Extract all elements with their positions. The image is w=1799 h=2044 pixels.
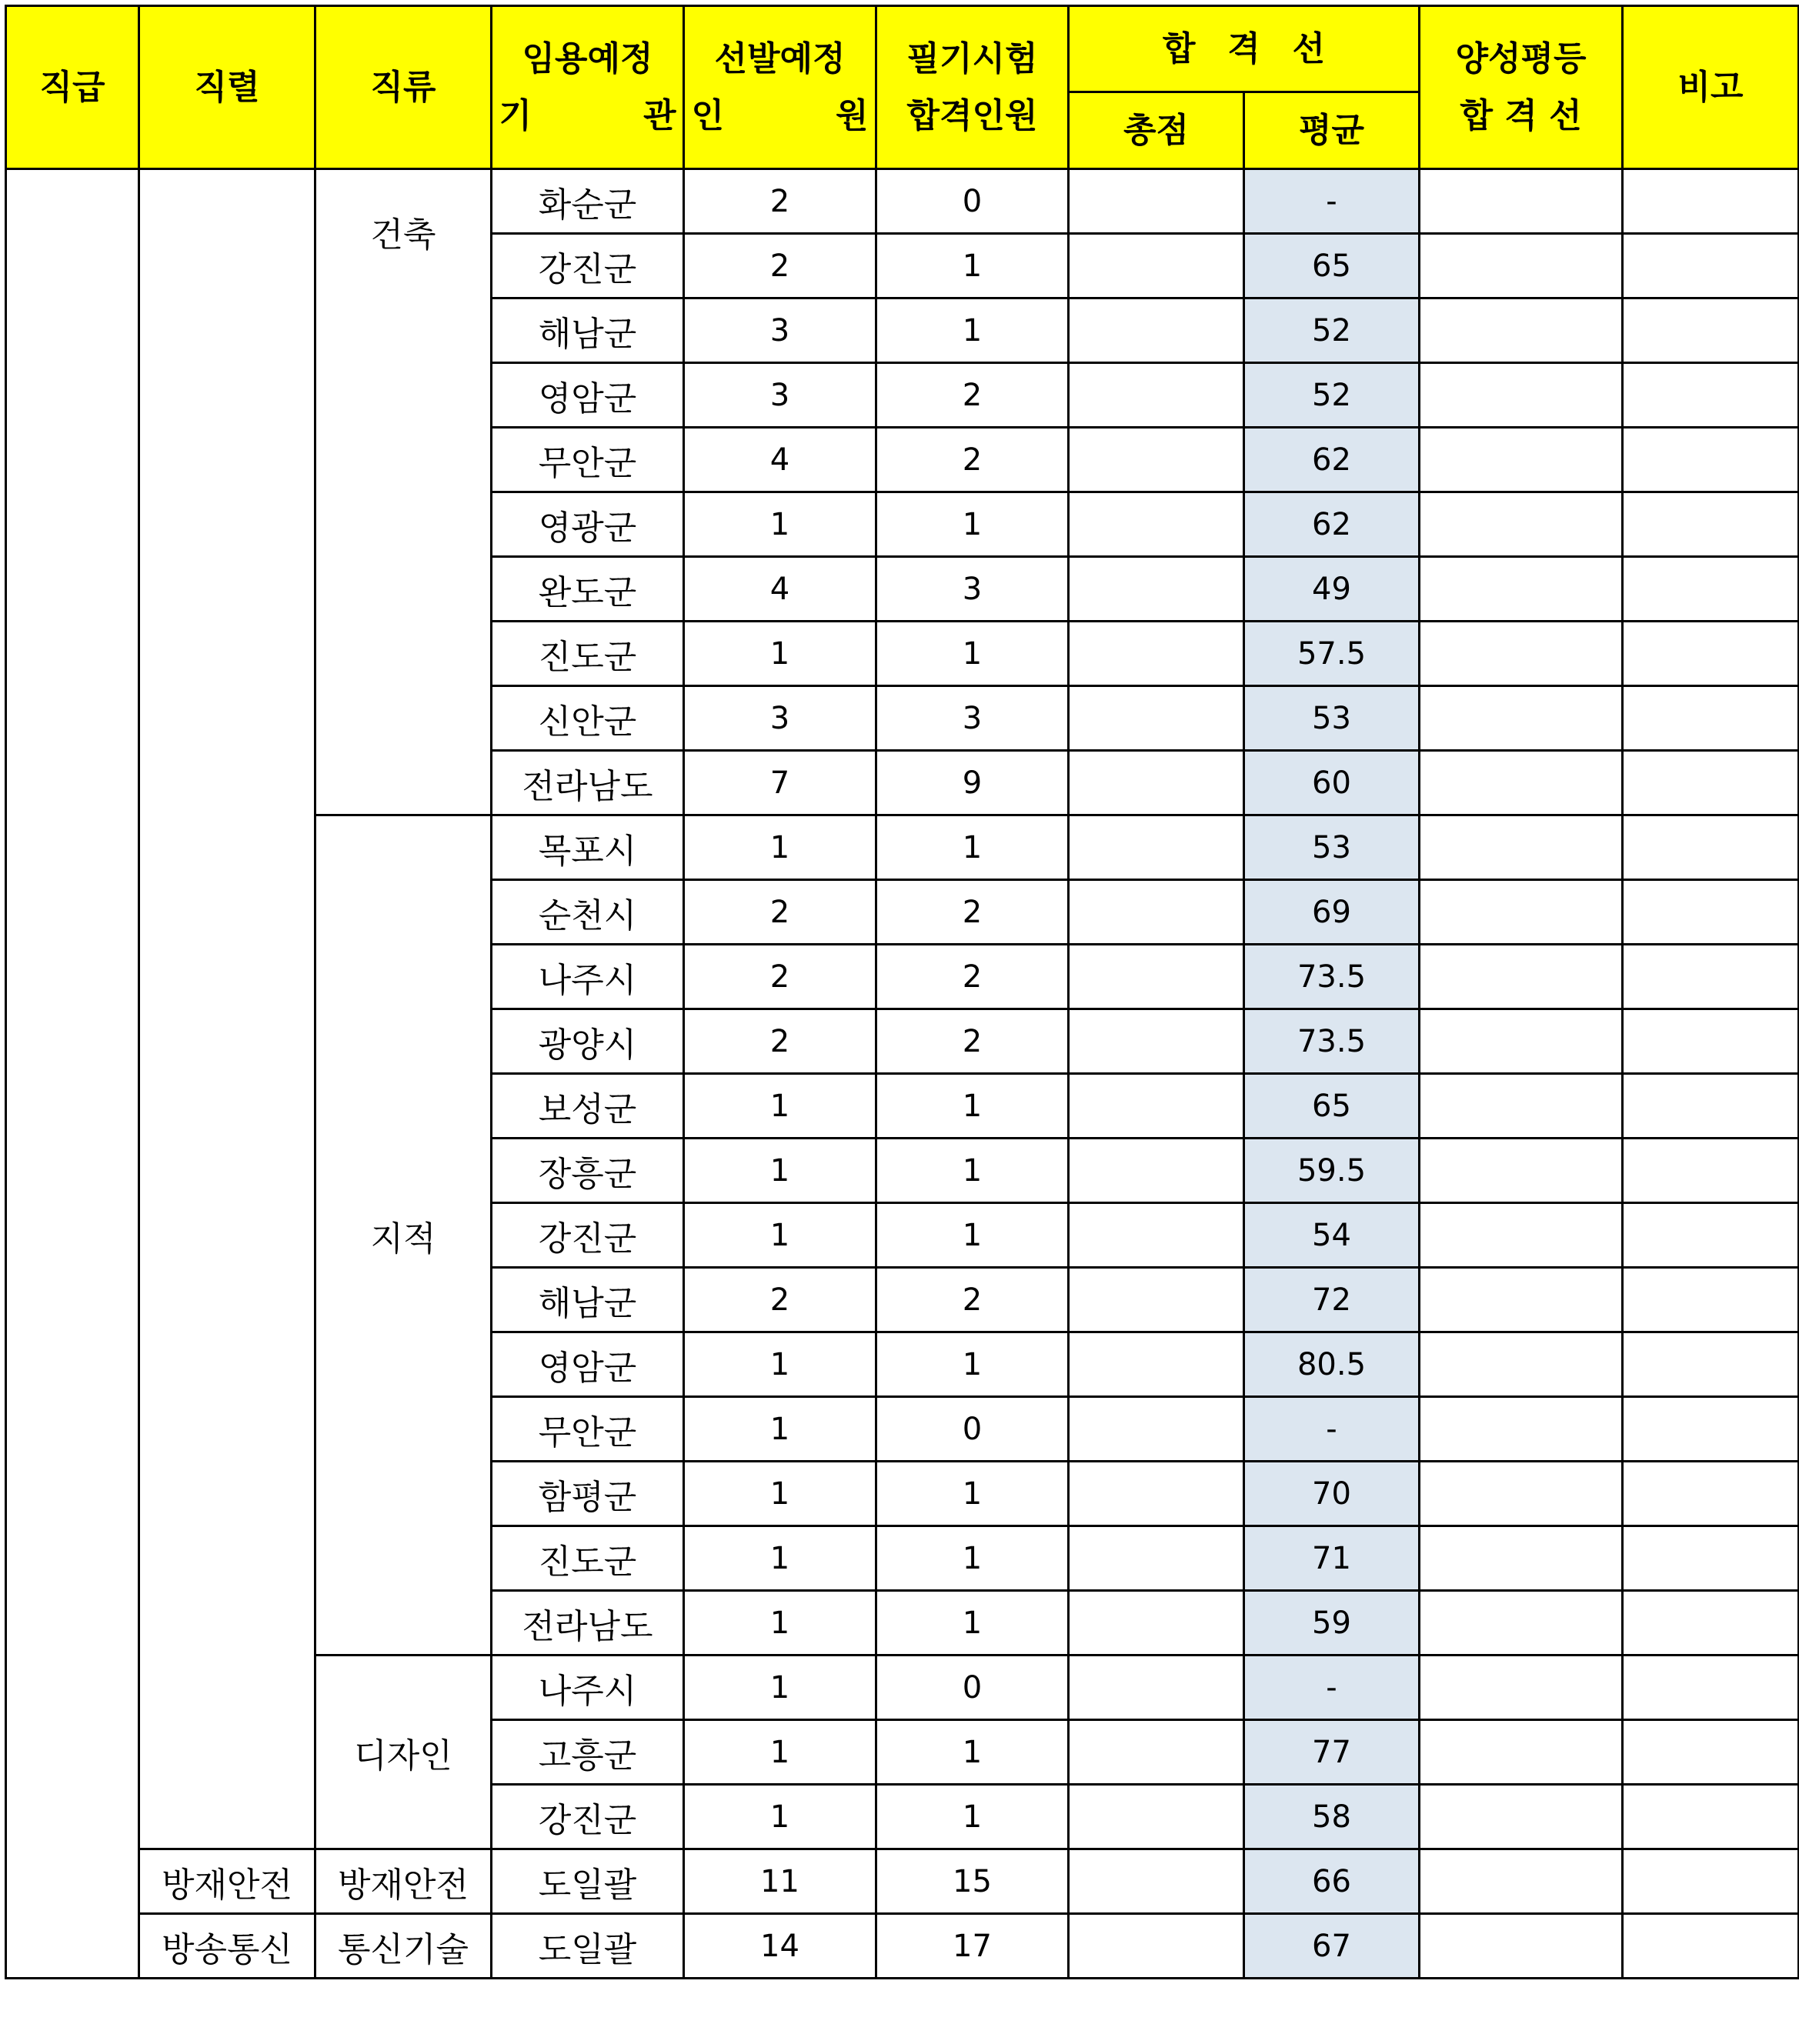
equality-cell [1420,1591,1623,1656]
remarks-cell [1623,1914,1799,1979]
equality-cell [1420,1332,1623,1397]
total-cell [1069,880,1244,945]
passed-cell: 1 [876,622,1069,686]
planned-cell: 4 [684,557,876,622]
equality-cell [1420,751,1623,815]
total-cell [1069,1526,1244,1591]
equality-cell [1420,557,1623,622]
table-row [6,1849,1799,1914]
remarks-cell [1623,1009,1799,1074]
total-cell [1069,1785,1244,1849]
grade-cell [6,169,139,1979]
passed-cell: 1 [876,298,1069,363]
class-cell-cadastral: 지적 [315,815,492,1656]
average-cell: 73.5 [1244,1009,1420,1074]
planned-cell: 1 [684,1203,876,1268]
remarks-cell [1623,751,1799,815]
passed-cell: 1 [876,1074,1069,1139]
planned-cell: 14 [684,1914,876,1979]
equality-cell [1420,1139,1623,1203]
col-equality-line2: 합 격 선 [1460,95,1582,135]
agency-cell: 도일괄 [492,1849,684,1914]
planned-cell: 2 [684,234,876,298]
planned-cell: 2 [684,945,876,1009]
total-cell [1069,1139,1244,1203]
equality-cell [1420,1785,1623,1849]
col-planned [684,6,876,169]
col-agency-line2: 기 관 [499,95,676,135]
remarks-cell [1623,1268,1799,1332]
planned-cell: 1 [684,492,876,557]
total-cell [1069,945,1244,1009]
passed-cell: 1 [876,1526,1069,1591]
planned-cell: 1 [684,1591,876,1656]
total-cell [1069,1074,1244,1139]
remarks-cell [1623,234,1799,298]
planned-cell: 1 [684,1526,876,1591]
passed-cell: 1 [876,1139,1069,1203]
results-table [5,5,1799,1979]
passed-cell: 1 [876,234,1069,298]
agency-cell: 영광군 [492,492,684,557]
agency-cell: 신안군 [492,686,684,751]
equality-cell [1420,1074,1623,1139]
agency-cell: 함평군 [492,1462,684,1526]
average-cell: 59.5 [1244,1139,1420,1203]
series-cell-broadcast: 방송통신 [139,1914,315,1979]
planned-cell: 1 [684,622,876,686]
col-agency-line1: 임용예정 [522,38,653,78]
table-row [6,1914,1799,1979]
average-cell: 71 [1244,1526,1420,1591]
passed-cell: 1 [876,1462,1069,1526]
equality-cell [1420,1397,1623,1462]
col-planned-line1: 선발예정 [714,38,846,78]
series-cell [139,169,315,1849]
equality-cell [1420,1203,1623,1268]
total-cell [1069,1720,1244,1785]
average-cell: - [1244,169,1420,234]
col-total: 총점 [1069,92,1244,169]
agency-cell: 강진군 [492,1785,684,1849]
passed-cell: 3 [876,557,1069,622]
passed-cell: 0 [876,1397,1069,1462]
remarks-cell [1623,1397,1799,1462]
average-cell: 53 [1244,815,1420,880]
total-cell [1069,622,1244,686]
total-cell [1069,428,1244,492]
average-cell: 77 [1244,1720,1420,1785]
agency-cell: 나주시 [492,945,684,1009]
agency-cell: 도일괄 [492,1914,684,1979]
average-cell: 80.5 [1244,1332,1420,1397]
equality-cell [1420,945,1623,1009]
planned-cell: 11 [684,1849,876,1914]
agency-cell: 영암군 [492,1332,684,1397]
remarks-cell [1623,815,1799,880]
planned-cell: 1 [684,1720,876,1785]
planned-cell: 7 [684,751,876,815]
average-cell: 62 [1244,428,1420,492]
equality-cell [1420,1009,1623,1074]
agency-cell: 나주시 [492,1656,684,1720]
col-passed-line1: 필기시험 [906,38,1038,78]
passed-cell: 1 [876,815,1069,880]
class-cell-disaster: 방재안전 [315,1849,492,1914]
passed-cell: 1 [876,492,1069,557]
average-cell: 49 [1244,557,1420,622]
passed-cell: 2 [876,363,1069,428]
table-header [6,6,1799,169]
total-cell [1069,686,1244,751]
total-cell [1069,1203,1244,1268]
passed-cell: 1 [876,1332,1069,1397]
remarks-cell [1623,492,1799,557]
average-cell: 65 [1244,234,1420,298]
remarks-cell [1623,1462,1799,1526]
class-cell-architecture: 건축 [315,169,492,815]
table-body [6,169,1799,1979]
equality-cell [1420,815,1623,880]
col-grade: 직급 [6,6,139,169]
remarks-cell [1623,1332,1799,1397]
total-cell [1069,751,1244,815]
passed-cell: 1 [876,1785,1069,1849]
passed-cell: 2 [876,880,1069,945]
agency-cell: 전라남도 [492,1591,684,1656]
total-cell [1069,1009,1244,1074]
equality-cell [1420,428,1623,492]
remarks-cell [1623,945,1799,1009]
agency-cell: 진도군 [492,1526,684,1591]
agency-cell: 화순군 [492,169,684,234]
planned-cell: 1 [684,1139,876,1203]
passed-cell: 1 [876,1720,1069,1785]
agency-cell: 무안군 [492,428,684,492]
average-cell: 73.5 [1244,945,1420,1009]
passed-cell: 0 [876,169,1069,234]
agency-cell: 강진군 [492,1203,684,1268]
series-cell-disaster: 방재안전 [139,1849,315,1914]
agency-cell: 목포시 [492,815,684,880]
col-series: 직렬 [139,6,315,169]
passed-cell: 9 [876,751,1069,815]
remarks-cell [1623,880,1799,945]
equality-cell [1420,622,1623,686]
planned-cell: 1 [684,1785,876,1849]
planned-cell: 1 [684,815,876,880]
total-cell [1069,1397,1244,1462]
planned-cell: 1 [684,1332,876,1397]
col-equality [1420,6,1623,169]
average-cell: 69 [1244,880,1420,945]
average-cell: 60 [1244,751,1420,815]
agency-cell: 고흥군 [492,1720,684,1785]
remarks-cell [1623,622,1799,686]
average-cell: 52 [1244,363,1420,428]
passed-cell: 2 [876,428,1069,492]
remarks-cell [1623,1720,1799,1785]
equality-cell [1420,1849,1623,1914]
remarks-cell [1623,1785,1799,1849]
agency-cell: 영암군 [492,363,684,428]
passed-cell: 2 [876,1009,1069,1074]
average-cell: 57.5 [1244,622,1420,686]
remarks-cell [1623,1139,1799,1203]
passed-cell: 1 [876,1591,1069,1656]
remarks-cell [1623,298,1799,363]
passed-cell: 17 [876,1914,1069,1979]
col-cutoff: 합 격 선 [1069,6,1420,92]
col-remarks: 비고 [1623,6,1799,169]
col-passed-line2: 합격인원 [906,95,1038,135]
col-planned-line2: 인 원 [691,95,869,135]
total-cell [1069,1656,1244,1720]
agency-cell: 강진군 [492,234,684,298]
col-equality-line1: 양성평등 [1455,38,1587,78]
average-cell: 58 [1244,1785,1420,1849]
remarks-cell [1623,1591,1799,1656]
total-cell [1069,557,1244,622]
agency-cell: 완도군 [492,557,684,622]
total-cell [1069,298,1244,363]
table-row [6,169,1799,234]
remarks-cell [1623,557,1799,622]
total-cell [1069,234,1244,298]
agency-cell: 장흥군 [492,1139,684,1203]
average-cell: 62 [1244,492,1420,557]
total-cell [1069,1332,1244,1397]
planned-cell: 2 [684,1009,876,1074]
planned-cell: 1 [684,1656,876,1720]
planned-cell: 1 [684,1397,876,1462]
equality-cell [1420,880,1623,945]
class-cell-telecom: 통신기술 [315,1914,492,1979]
passed-cell: 3 [876,686,1069,751]
col-agency [492,6,684,169]
equality-cell [1420,1526,1623,1591]
col-passed [876,6,1069,169]
col-class: 직류 [315,6,492,169]
average-cell: 53 [1244,686,1420,751]
equality-cell [1420,1720,1623,1785]
planned-cell: 1 [684,1462,876,1526]
planned-cell: 1 [684,1074,876,1139]
total-cell [1069,1914,1244,1979]
col-average: 평균 [1244,92,1420,169]
agency-cell: 순천시 [492,880,684,945]
average-cell: 52 [1244,298,1420,363]
planned-cell: 4 [684,428,876,492]
total-cell [1069,169,1244,234]
passed-cell: 0 [876,1656,1069,1720]
equality-cell [1420,1462,1623,1526]
remarks-cell [1623,428,1799,492]
agency-cell: 해남군 [492,298,684,363]
planned-cell: 2 [684,169,876,234]
average-cell: 54 [1244,1203,1420,1268]
agency-cell: 광양시 [492,1009,684,1074]
agency-cell: 해남군 [492,1268,684,1332]
average-cell: 72 [1244,1268,1420,1332]
total-cell [1069,1849,1244,1914]
remarks-cell [1623,1203,1799,1268]
agency-cell: 보성군 [492,1074,684,1139]
agency-cell: 무안군 [492,1397,684,1462]
average-cell: 65 [1244,1074,1420,1139]
equality-cell [1420,234,1623,298]
passed-cell: 2 [876,945,1069,1009]
remarks-cell [1623,1526,1799,1591]
planned-cell: 2 [684,880,876,945]
total-cell [1069,1268,1244,1332]
average-cell: - [1244,1397,1420,1462]
remarks-cell [1623,169,1799,234]
passed-cell: 1 [876,1203,1069,1268]
remarks-cell [1623,1074,1799,1139]
remarks-cell [1623,686,1799,751]
total-cell [1069,363,1244,428]
remarks-cell [1623,363,1799,428]
equality-cell [1420,169,1623,234]
passed-cell: 2 [876,1268,1069,1332]
class-cell-design: 디자인 [315,1656,492,1849]
planned-cell: 3 [684,686,876,751]
remarks-cell [1623,1849,1799,1914]
total-cell [1069,815,1244,880]
equality-cell [1420,1656,1623,1720]
average-cell: 59 [1244,1591,1420,1656]
agency-cell: 진도군 [492,622,684,686]
total-cell [1069,1462,1244,1526]
equality-cell [1420,363,1623,428]
average-cell: 66 [1244,1849,1420,1914]
planned-cell: 3 [684,298,876,363]
equality-cell [1420,686,1623,751]
total-cell [1069,492,1244,557]
equality-cell [1420,1914,1623,1979]
total-cell [1069,1591,1244,1656]
passed-cell: 15 [876,1849,1069,1914]
equality-cell [1420,298,1623,363]
equality-cell [1420,1268,1623,1332]
average-cell: - [1244,1656,1420,1720]
average-cell: 70 [1244,1462,1420,1526]
planned-cell: 2 [684,1268,876,1332]
equality-cell [1420,492,1623,557]
average-cell: 67 [1244,1914,1420,1979]
planned-cell: 3 [684,363,876,428]
agency-cell: 전라남도 [492,751,684,815]
remarks-cell [1623,1656,1799,1720]
